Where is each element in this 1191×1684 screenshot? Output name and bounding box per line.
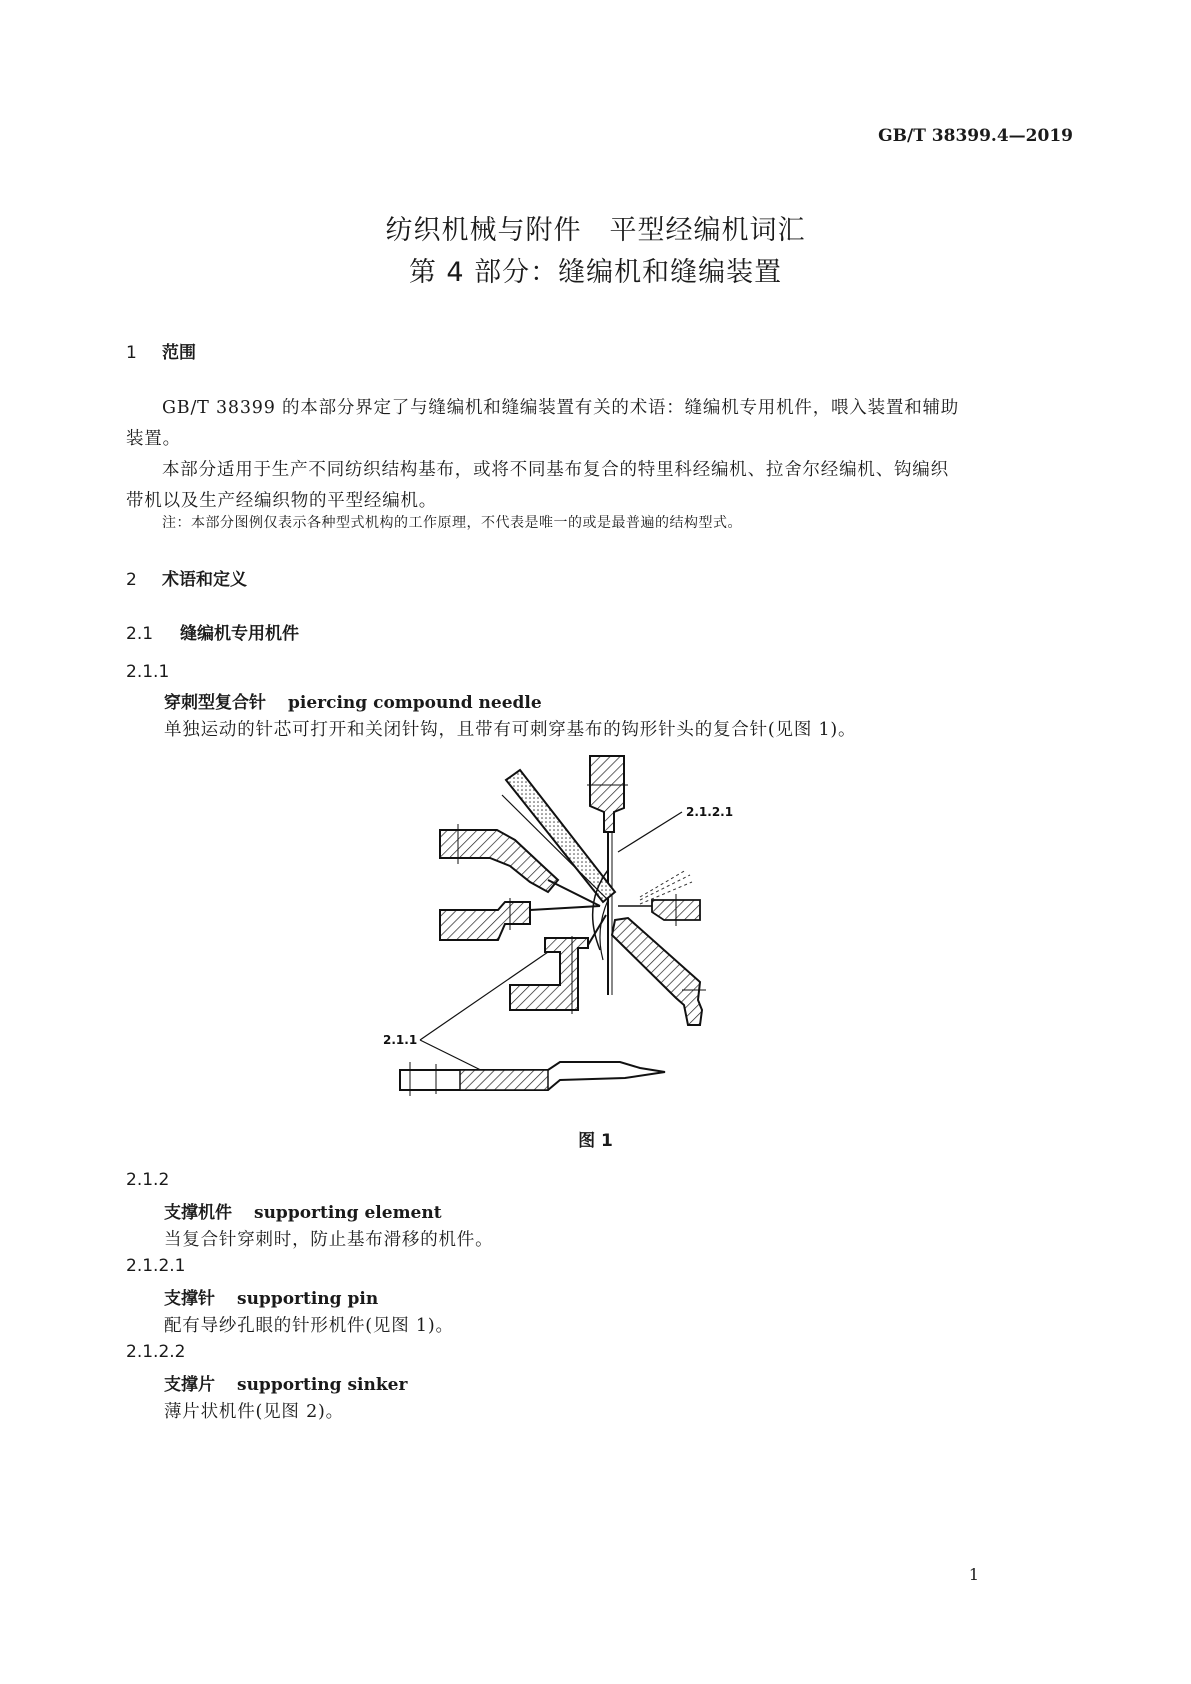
right-sinker (612, 918, 702, 1025)
term-definition: 单独运动的针芯可打开和关闭针钩，且带有可刺穿基布的钩形针头的复合针(见图 1)。 (164, 720, 857, 740)
term-number: 2.1.1 (126, 662, 170, 682)
lower-left-holder (510, 938, 588, 1010)
top-holder (590, 756, 624, 832)
term-zh: 支撑机件 (164, 1203, 232, 1223)
term-en: supporting sinker (237, 1375, 408, 1395)
term-en: supporting pin (237, 1289, 379, 1309)
term-number: 2.1.2 (126, 1170, 170, 1190)
page-number: 1 (968, 1565, 979, 1584)
figure-1-diagram (370, 745, 750, 1125)
scope-paragraph-2-line2: 带机以及生产经编织物的平型经编机。 (126, 491, 438, 511)
term-definition: 薄片状机件(见图 2)。 (164, 1402, 344, 1422)
section2-heading (126, 565, 247, 590)
document-title-line1: 纺织机械与附件 平型经编机词汇 (385, 215, 806, 246)
term-title (164, 1198, 442, 1223)
term-number: 2.1.2.2 (126, 1342, 186, 1362)
leader-line (618, 812, 682, 852)
term-zh: 支撑针 (164, 1289, 215, 1309)
section-title: 术语和定义 (162, 570, 247, 590)
term-definition: 配有导纱孔眼的针形机件(见图 1)。 (164, 1316, 454, 1336)
section-title: 范围 (162, 343, 196, 363)
scope-paragraph-1-line1: GB/T 38399 的本部分界定了与缝编机和缝编装置有关的术语：缝编机专用机件，喂入装置和辅助 (162, 398, 960, 418)
scope-note: 注：本部分图例仅表示各种型式机构的工作原理，不代表是唯一的或是最普遍的结构型式。 (162, 515, 742, 531)
section-number: 2 (126, 570, 137, 590)
term-title (164, 1284, 378, 1309)
figure-1-caption: 图 1 (578, 1131, 613, 1151)
label-supporting-pin: 2.1.2.1 (686, 805, 734, 819)
term-definition: 当复合针穿刺时，防止基布滑移的机件。 (164, 1230, 494, 1250)
section1-heading (126, 338, 196, 363)
scope-paragraph-1-line2: 装置。 (126, 429, 181, 449)
term-en: piercing compound needle (288, 693, 542, 713)
term-en: supporting element (254, 1203, 442, 1223)
section-number: 1 (126, 343, 137, 363)
scope-paragraph-2-line1: 本部分适用于生产不同纺织结构基布，或将不同基布复合的特里科经编机、拉舍尔经编机、钩编织 (162, 460, 949, 480)
term-zh: 支撑片 (164, 1375, 215, 1395)
label-needle: 2.1.1 (383, 1033, 418, 1047)
middle-left-holder (440, 902, 530, 940)
subsection-number: 2.1 (126, 624, 154, 644)
term-number: 2.1.2.1 (126, 1256, 186, 1276)
term-title (164, 688, 542, 713)
subsection-title: 缝编机专用机件 (180, 624, 299, 644)
subsection-heading (126, 619, 299, 644)
document-title-line2: 第 4 部分：缝编机和缝编装置 (408, 257, 783, 288)
term-title (164, 1370, 407, 1395)
standard-number: GB/T 38399.4—2019 (878, 126, 1073, 146)
term-zh: 穿刺型复合针 (164, 693, 266, 713)
